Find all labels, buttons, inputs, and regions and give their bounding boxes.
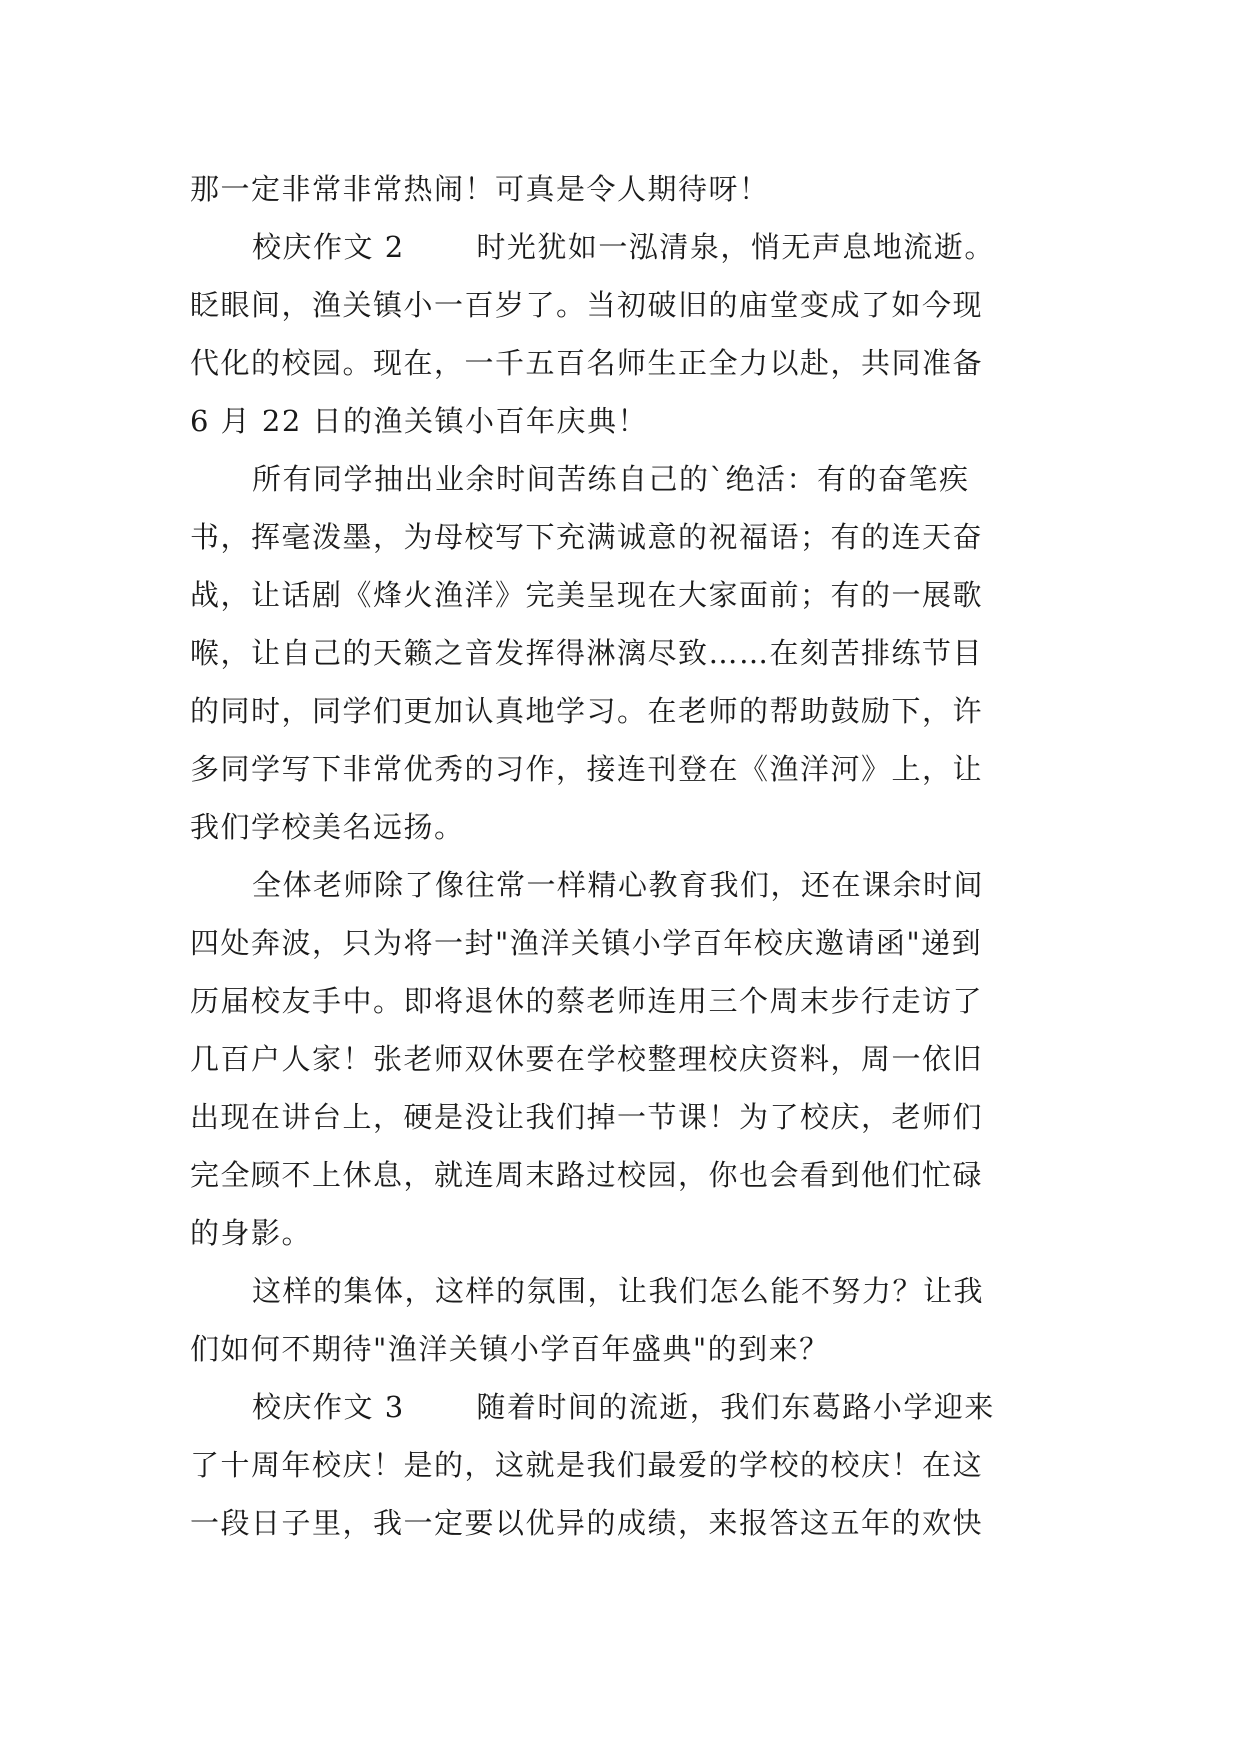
text-line: 的同时，同学们更加认真地学习。在老师的帮助鼓励下，许 [190,694,984,728]
text-line: 书，挥毫泼墨，为母校写下充满诚意的祝福语；有的连天奋 [190,520,984,554]
text-line: 一段日子里，我一定要以优异的成绩，来报答这五年的欢快 [190,1506,984,1540]
text-line: 代化的校园。现在，一千五百名师生正全力以赴，共同准备 [190,346,984,380]
text-line: 出现在讲台上，硬是没让我们掉一节课！为了校庆，老师们 [190,1100,984,1134]
text-line: 喉，让自己的天籁之音发挥得淋漓尽致……在刻苦排练节目 [190,636,984,670]
document-body [190,160,1050,1552]
text-line: 四处奔波，只为将一封"渔洋关镇小学百年校庆邀请函"递到 [190,926,983,960]
text-line: 了十周年校庆！是的，这就是我们最爱的学校的校庆！在这 [190,1448,984,1482]
text-line: 战，让话剧《烽火渔洋》完美呈现在大家面前；有的一展歌 [190,578,984,612]
text-line: 眨眼间，渔关镇小一百岁了。当初破旧的庙堂变成了如今现 [190,288,984,322]
text-line: 的身影。 [190,1216,313,1250]
text-line: 们如何不期待"渔洋关镇小学百年盛典"的到来？ [190,1332,830,1366]
essay-heading-line: 校庆作文 2 时光犹如一泓清泉，悄无声息地流逝。 [252,230,995,264]
paragraph-start-line: 这样的集体，这样的氛围，让我们怎么能不努力？让我 [252,1274,985,1308]
paragraph-start-line: 所有同学抽出业余时间苦练自己的`绝活：有的奋笔疾 [252,462,970,496]
text-line: 那一定非常非常热闹！可真是令人期待呀！ [190,172,770,206]
text-line: 多同学写下非常优秀的习作，接连刊登在《渔洋河》上，让 [190,752,984,786]
essay-heading-line: 校庆作文 3 随着时间的流逝，我们东葛路小学迎来 [252,1390,995,1424]
text-line: 完全顾不上休息，就连周末路过校园，你也会看到他们忙碌 [190,1158,984,1192]
text-line: 几百户人家！张老师双休要在学校整理校庆资料，周一依旧 [190,1042,984,1076]
text-line: 我们学校美名远扬。 [190,810,465,844]
paragraph-start-line: 全体老师除了像往常一样精心教育我们，还在课余时间 [252,868,985,902]
text-line: 历届校友手中。即将退休的蔡老师连用三个周末步行走访了 [190,984,984,1018]
text-line: 6 月 22 日的渔关镇小百年庆典！ [190,404,649,438]
